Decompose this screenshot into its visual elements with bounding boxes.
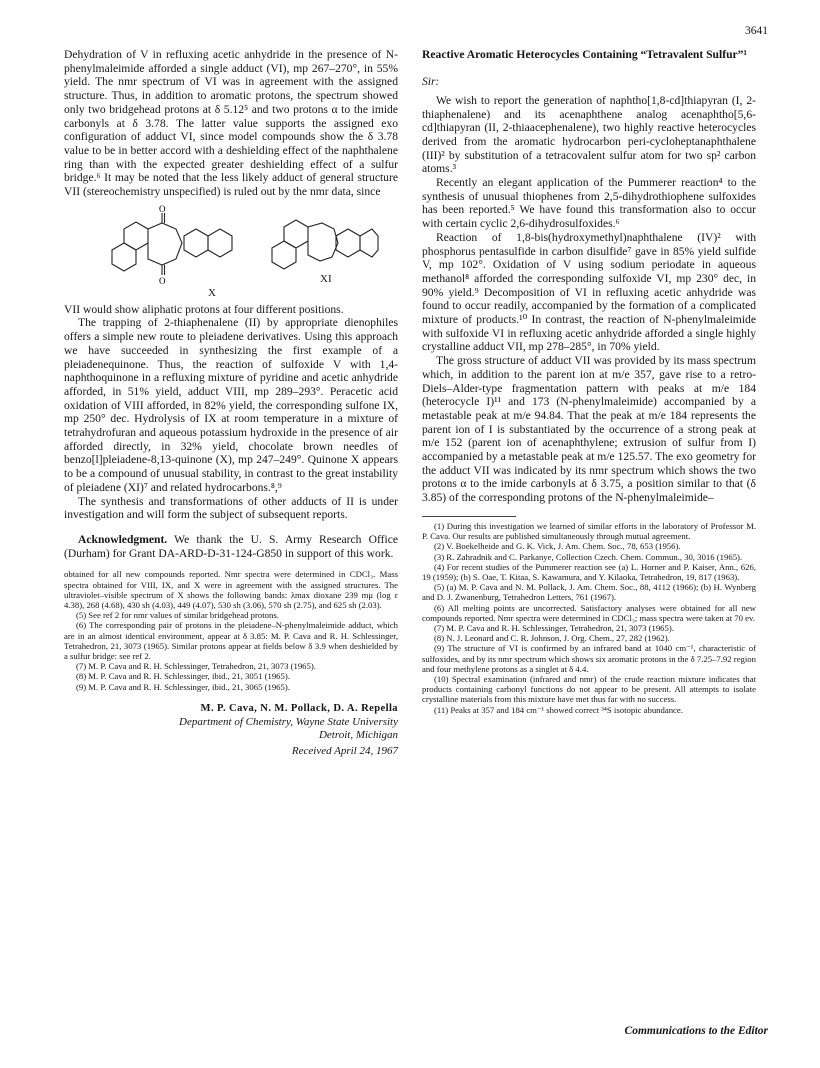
right-footnote: (3) R. Zahradnik and C. Parkanye, Collection Czech. Chem. Commun., 30, 3016 (1965). bbox=[434, 551, 743, 562]
article-title: Reactive Aromatic Heterocycles Containing “Tetravalent Sulfur”¹ bbox=[422, 48, 747, 61]
left-paragraph-2: VII would show aliphatic protons at four different positions. bbox=[64, 302, 344, 316]
right-footnote: (9) The structure of VI is confirmed by an infrared band at 1040 cm⁻¹, characteristic of sulfoxides, and by its nmr spectrum which shows six aromatic protons in the δ 7.25–7.92 region and four methylene protons as a singlet at δ 4.4. bbox=[422, 643, 756, 674]
right-footnote: (6) All melting points are uncorrected. Satisfactory analyses were obtained for all new compounds reported. Nmr spectra were determined in CDCl₃; mass spectra were taken at 70 ev. bbox=[422, 602, 756, 623]
right-paragraph-1: We wish to report the generation of naphtho[1,8-cd]thiapyran (I, 2-thiaphenalene) and its acenaphthene analog acenaphtho[5,6-cd]thiapyran (II, 2-thiaacephenalene), two highly reactive heterocycles derived from the aromatic hydrocarbon peri-cycloheptanaphthalene (III)² by substitution of a tetracovalent sulfur atom for two sp² carbon atoms.³ bbox=[422, 93, 756, 176]
right-paragraph-3: Reaction of 1,8-bis(hydroxymethyl)naphthalene (IV)² with phosphorus pentasulfide in carbon disulfide⁷ gave in 85% yield sulfide V, mp 102°. Oxidation of V using sodium periodate in aqueous methanol⁸ afforded the corresponding sulfoxide VI, mp 230° dec, in 90% yield.⁹ Decomposition of VI in refluxing acetic anhydride was found to occur readily, accompanied by the formation of a complicated mixture of products.¹⁰ In contrast, the reaction of N-phenylmaleimide with sulfoxide VI in refluxing acetic anhydride afforded a single highly crystalline adduct VII, mp 278–285°, in 70% yield. bbox=[422, 230, 756, 354]
structure-x-quinone bbox=[104, 205, 264, 285]
chemical-structures bbox=[64, 205, 398, 299]
structure-x-bottom-oxygen: O bbox=[159, 275, 166, 285]
right-paragraph-2: Recently an elegant application of the Pummerer reaction⁴ to the synthesis of unusual thiophenes from 2,5-dihydrothiophene sulfoxides has been reported.⁵ We have found this transformation also to occur with certain cyclic 2,6-dihydrosulfoxides.⁶ bbox=[422, 176, 756, 231]
left-footnote: (9) M. P. Cava and R. H. Schlessinger, ibid., 21, 3065 (1965). bbox=[76, 681, 290, 692]
right-footnote: (10) Spectral examination (infrared and nmr) of the crude reaction mixture indicates that products containing carbonyl functions do not appear to be present. All attempts to isolate crystalline materials from this mixture have met thus far with no success. bbox=[422, 673, 756, 705]
affiliation bbox=[64, 716, 398, 742]
structure-xi-label: XI bbox=[320, 272, 332, 285]
left-footnote: (5) See ref 2 for nmr values of similar bridgehead protons. bbox=[76, 610, 279, 621]
footnote-continuation: obtained for all new compounds reported. Nmr spectra were determined in CDCl₃. Mass spectra obtained for VIII, IX, and X were in agreement with the assigned structures. The ultraviolet–visible spectrum of X shows the following bands: λmax dioxane 239 mμ (log ε 4.38), 268 (4.68), 430 sh (4.03), 449 (4.07), 530 sh (3.06), 570 sh (2.75), and 625 sh (2.03). bbox=[64, 569, 398, 610]
page-number: 3641 bbox=[745, 25, 768, 37]
right-footnotes bbox=[422, 521, 756, 715]
acknowledgment-text: We thank the U. S. Army Research Office (Durham) for Grant DA-ARD-D-31-124-G850 in support of this work. bbox=[64, 532, 398, 560]
left-footnote: (6) The corresponding pair of protons in the pleiadene–N-phenylmaleimide adduct, which are in an almost identical environment, appear at δ 3.85: M. P. Cava and R. H. Schlessinger, Tetrahedron, 21, 3073 (1965). Similar protons appear at fields below δ 3.9 when deshielded by a sulfur bridge: see ref 2. bbox=[64, 620, 398, 662]
right-column bbox=[422, 48, 756, 715]
left-column bbox=[64, 48, 398, 757]
received-date: Received April 24, 1967 bbox=[291, 744, 398, 757]
right-paragraph-4: The gross structure of adduct VII was provided by its mass spectrum which, in addition to the parent ion at m/e 357, gave rise to a retro-Diels–Alder-type fragmentation pattern with peaks at m/e 184 (heterocycle I)¹¹ and 173 (N-phenylmaleimide) accompanied by a metastable peak at m/e 94.84. That the peak at m/e 184 represents the parent ion of I is substantiated by the occurrence of a strong peak at m/e 152 (parent ion of acenaphthylene; extrusion of sulfur from I) accompanied by a metastable peak at m/e 125.57. The exo geometry for the adduct VII was indicated by its nmr spectrum which shows the two protons α to the imide carbonyls at δ 3.75, a position similar to that (δ 3.85) of the corresponding protons of the N-phenylmaleimide– bbox=[422, 354, 756, 505]
right-footnote: (1) During this investigation we learned of similar efforts in the laboratory of Professor M. P. Cava. Our results are published simultaneously through mutual agreement. bbox=[422, 520, 756, 542]
left-footnote: (7) M. P. Cava and R. H. Schlessinger, Tetrahedron, 21, 3073 (1965). bbox=[76, 661, 316, 672]
left-footnote: (8) M. P. Cava and R. H. Schlessinger, ibid., 21, 3051 (1965). bbox=[76, 671, 290, 682]
right-footnote: (8) N. J. Leonard and C. R. Johnson, J. Org. Chem., 27, 282 (1962). bbox=[434, 633, 670, 644]
left-footnotes bbox=[64, 569, 398, 691]
footnote-divider bbox=[422, 516, 516, 517]
right-footnote: (11) Peaks at 357 and 184 cm⁻¹ showed correct ³⁴S isotopic abundance. bbox=[434, 704, 683, 715]
structure-xi-pleiadene bbox=[270, 215, 380, 279]
left-paragraph-1: Dehydration of V in refluxing acetic anhydride in the presence of N-phenylmaleimide afforded a single adduct (VI), mp 267–270°, in 55% yield. The nmr spectrum of VI was in agreement with the assigned structure. Thus, in addition to aromatic protons, the spectrum showed only two bridgehead protons at δ 5.12⁵ and two protons α to the imide carbonyls at δ 3.78. The latter value supports the assigned exo configuration of adduct VI, since model compounds show the δ 3.78 value to be in better accord with a deshielding effect of the naphthalene ring than with the expected greater deshielding effect of a sulfur bridge.⁶ It may be noted that the less likely adduct of general structure VII (stereochemistry unspecified) is ruled out by the nmr data, since bbox=[64, 48, 398, 199]
acknowledgment bbox=[64, 533, 398, 560]
authors: M. P. Cava, N. M. Pollack, D. A. Repella bbox=[200, 702, 398, 714]
right-footnote: (2) V. Boekelheide and G. K. Vick, J. Am. Chem. Soc., 78, 653 (1956). bbox=[434, 541, 681, 552]
right-footnote: (7) M. P. Cava and R. H. Schlessinger, Tetrahedron, 21, 3073 (1965). bbox=[434, 622, 674, 633]
right-footnote: (5) (a) M. P. Cava and N. M. Pollack, J. Am. Chem. Soc., 88, 4112 (1966); (b) H. Wynberg and D. J. Zwanenburg, Tetrahedron Letters, 761 (1967). bbox=[422, 582, 756, 603]
structure-x-top-oxygen: O bbox=[159, 204, 166, 214]
left-paragraph-3: The trapping of 2-thiaphenalene (II) by appropriate dienophiles offers a simple new route to pleiadene derivatives. Using this approach we have succeeded in synthesizing the first example of a pleiadenequinone. Thus, the reaction of sulfoxide V with 1,4-naphthoquinone in a refluxing mixture of pyridine and acetic anhydride afforded, in 51% yield, adduct VIII, mp 289–293°. Peracetic acid oxidation of VIII afforded, in 82% yield, the corresponding sulfone IX, mp 250° dec. Hydrolysis of IX at room temperature in a mixture of tetrahydrofuran and aqueous potassium hydroxide in the presence of air afforded directly, in 32% yield, chocolate brown needles of benzo[l]pleiadene-8,13-quinone (X), mp 247–249°. Quinone X appears to be a compound of unusual stability, in contrast to the great instability of pleiadene (XI)⁷ and related hydrocarbons.⁸,⁹ bbox=[64, 316, 398, 494]
affiliation-line: Detroit, Michigan bbox=[318, 728, 398, 741]
journal-section-footer: Communications to the Editor bbox=[624, 1025, 768, 1037]
right-footnote: (4) For recent studies of the Pummerer reaction see (a) L. Horner and P. Kaiser, Ann., 626, 19 (1959); (b) S. Oae, T. Kitaa, S. Kawamura, and Y. Kilaoka, Tetrahedron, 19, 817 (1963). bbox=[422, 561, 756, 582]
salutation: Sir: bbox=[422, 74, 440, 88]
left-paragraph-4: The synthesis and transformations of other adducts of II is under investigation and will form the subject of subsequent reports. bbox=[64, 494, 398, 522]
affiliation-line: Department of Chemistry, Wayne State University bbox=[179, 715, 398, 728]
acknowledgment-heading: Acknowledgment. bbox=[78, 532, 168, 546]
structure-x-label: X bbox=[208, 286, 216, 299]
